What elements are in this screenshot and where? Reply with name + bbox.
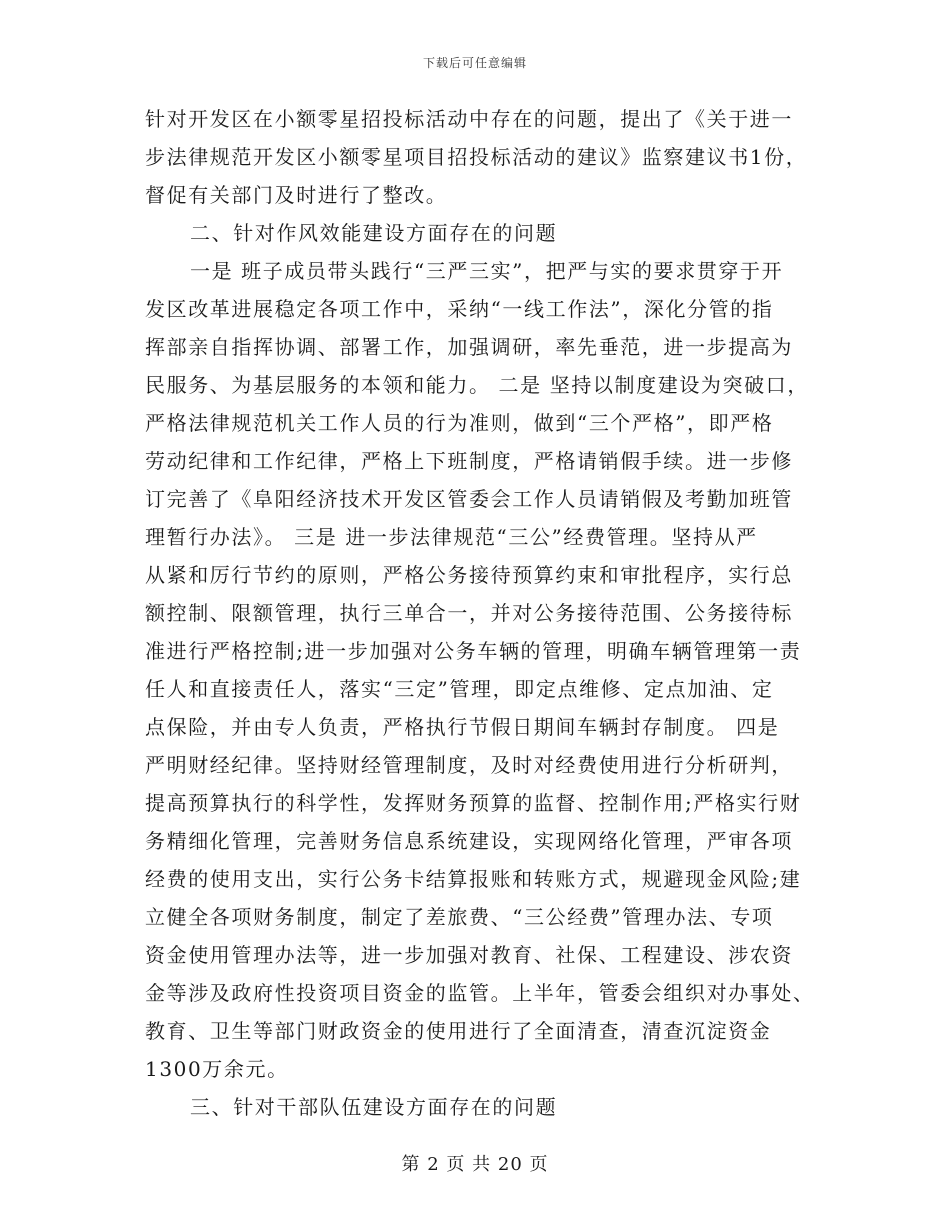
footer-total-word: 共 bbox=[472, 1154, 492, 1175]
body-line: 针对开发区在小额零星招投标活动中存在的问题，提出了《关于进一 bbox=[145, 107, 793, 131]
footer-prefix: 第 bbox=[401, 1154, 421, 1175]
footer-current-page: 2 bbox=[427, 1154, 440, 1175]
body-line: 教育、卫生等部门财政资金的使用进行了全面清查，清查沉淀资金 bbox=[145, 1019, 772, 1043]
body-line: 资金使用管理办法等，进一步加强对教育、社保、工程建设、涉农资 bbox=[145, 943, 793, 967]
body-line: 额控制、限额管理，执行三单合一，并对公务接待范围、公务接待标 bbox=[145, 601, 793, 625]
body-line: 从紧和厉行节约的原则，严格公务接待预算约束和审批程序，实行总 bbox=[145, 563, 793, 587]
section-heading-2: 二、针对作风效能建设方面存在的问题 bbox=[190, 221, 558, 245]
page-footer bbox=[0, 1150, 950, 1176]
body-line: 督促有关部门及时进行了整改。 bbox=[145, 183, 448, 207]
body-line: 劳动纪律和工作纪律，严格上下班制度，严格请销假手续。进一步修 bbox=[145, 449, 793, 473]
body-line: 提高预算执行的科学性，发挥财务预算的监督、控制作用;严格实行财 bbox=[145, 791, 802, 815]
footer-suffix: 页 bbox=[529, 1154, 549, 1175]
footer-page-word: 页 bbox=[446, 1154, 466, 1175]
body-line: 经费的使用支出，实行公务卡结算报账和转账方式，规避现金风险;建 bbox=[145, 867, 802, 891]
body-line: 严明财经纪律。坚持财经管理制度，及时对经费使用进行分析研判， bbox=[145, 753, 793, 777]
body-line: 民服务、为基层服务的本领和能力。 二是 坚持以制度建设为突破口， bbox=[145, 373, 809, 397]
body-line: 点保险，并由专人负责，严格执行节假日期间车辆封存制度。 四是 bbox=[145, 715, 780, 739]
body-line: 金等涉及政府性投资项目资金的监管。上半年，管委会组织对办事处、 bbox=[145, 981, 815, 1005]
body-line: 步法律规范开发区小额零星项目招投标活动的建议》监察建议书1份， bbox=[145, 145, 808, 169]
body-line: 立健全各项财务制度，制定了差旅费、“三公经费”管理办法、专项 bbox=[145, 905, 774, 929]
document-body bbox=[145, 100, 815, 1126]
page-header: 下载后可任意编辑 bbox=[422, 56, 527, 70]
body-line: 发区改革进展稳定各项工作中，采纳“一线工作法”，深化分管的指 bbox=[145, 297, 774, 321]
body-line: 严格法律规范机关工作人员的行为准则，做到“三个严格”，即严格 bbox=[145, 411, 774, 435]
body-line: 务精细化管理，完善财务信息系统建设，实现网络化管理，严审各项 bbox=[145, 829, 793, 853]
body-line: 1300万余元。 bbox=[145, 1057, 289, 1081]
body-line: 挥部亲自指挥协调、部署工作，加强调研，率先垂范，进一步提高为 bbox=[145, 335, 793, 359]
body-line: 理暂行办法》。 三是 进一步法律规范“三公”经费管理。坚持从严 bbox=[145, 525, 758, 549]
body-line: 一是 班子成员带头践行“三严三实”，把严与实的要求贯穿于开 bbox=[190, 259, 784, 283]
body-line: 任人和直接责任人，落实“三定”管理，即定点维修、定点加油、定 bbox=[145, 677, 774, 701]
body-line: 订完善了《阜阳经济技术开发区管委会工作人员请销假及考勤加班管 bbox=[145, 487, 793, 511]
section-heading-3: 三、针对干部队伍建设方面存在的问题 bbox=[190, 1095, 558, 1119]
body-line: 准进行严格控制;进一步加强对公务车辆的管理，明确车辆管理第一责 bbox=[145, 639, 802, 663]
footer-total-pages: 20 bbox=[497, 1154, 523, 1175]
